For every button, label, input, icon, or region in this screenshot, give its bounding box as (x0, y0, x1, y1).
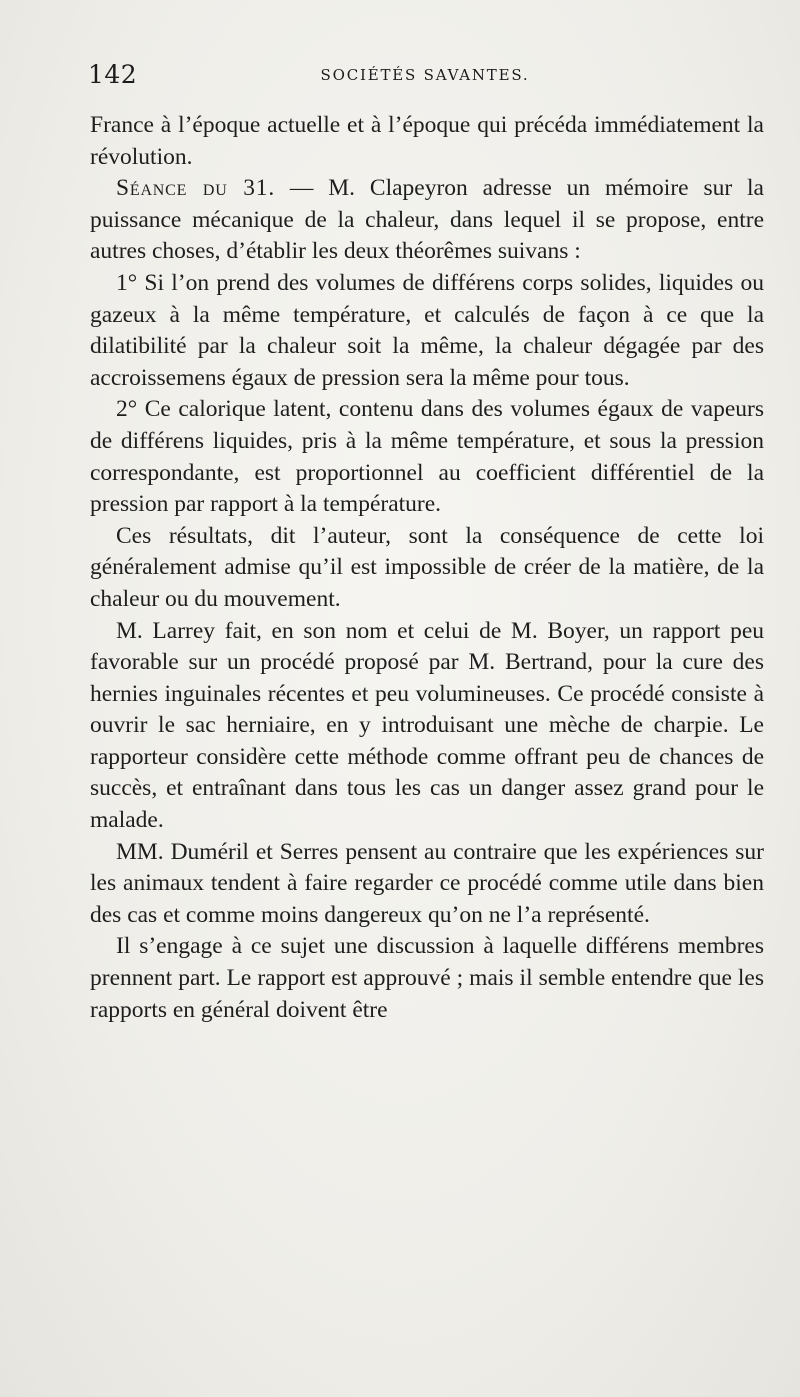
paragraph: France à l’époque actuelle et à l’époque qui précéda immédiatement la révolution. (90, 112, 764, 170)
paragraph: Il s’engage à ce sujet une discussion à laquelle différens membres prennent part. Le rapport est approuvé ; mais il semble entendre que les rapports en général doivent être (90, 933, 764, 1023)
page-number: 142 (88, 60, 138, 89)
running-title: SOCIÉTÉS SAVANTES. (320, 66, 530, 84)
paragraph: MM. Duméril et Serres pensent au contraire que les expériences sur les animaux tendent à faire regarder ce procédé comme utile dans bien des cas et comme moins dangereux qu’on ne l’a représenté. (90, 838, 764, 928)
page-body (90, 110, 764, 1026)
paragraph: Ces résultats, dit l’auteur, sont la conséquence de cette loi généralement admise qu’il est impossible de créer de la matière, de la chaleur ou du mouvement. (90, 522, 764, 612)
paragraph: 2° Ce calorique latent, contenu dans des volumes égaux de vapeurs de différens liquides, pris à la même température, et sous la pression correspondante, est proportionnel au coefficient différentiel de la pression par rapport à la température. (90, 396, 764, 518)
paragraph: 1° Si l’on prend des volumes de différens corps solides, liquides ou gazeux à la même température, et calculés de façon à ce que la dilatibilité par la chaleur soit la même, la chaleur dégagée par des accroissemens égaux de pression sera la même pour tous. (90, 269, 764, 391)
paragraph: M. Larrey fait, en son nom et celui de M. Boyer, un rapport peu favorable sur un procédé proposé par M. Bertrand, pour la cure des hernies inguinales récentes et peu volumineuses. Ce procédé consiste à ouvrir le sac herniaire, en y introduisant une mèche de charpie. Le rapporteur considère cette méthode comme offrant peu de chances de succès, et entraînant dans tous les cas un danger assez grand pour le malade. (90, 617, 764, 834)
page-header (88, 60, 762, 90)
paragraph-text: — M. Clapeyron adresse un mémoire sur la puissance mécanique de la chaleur, dans lequel il se propose, entre autres choses, d’établir les deux théorêmes suivans : (90, 175, 764, 265)
paragraph-seance (90, 173, 764, 268)
session-heading: Séance du 31. (116, 175, 276, 202)
